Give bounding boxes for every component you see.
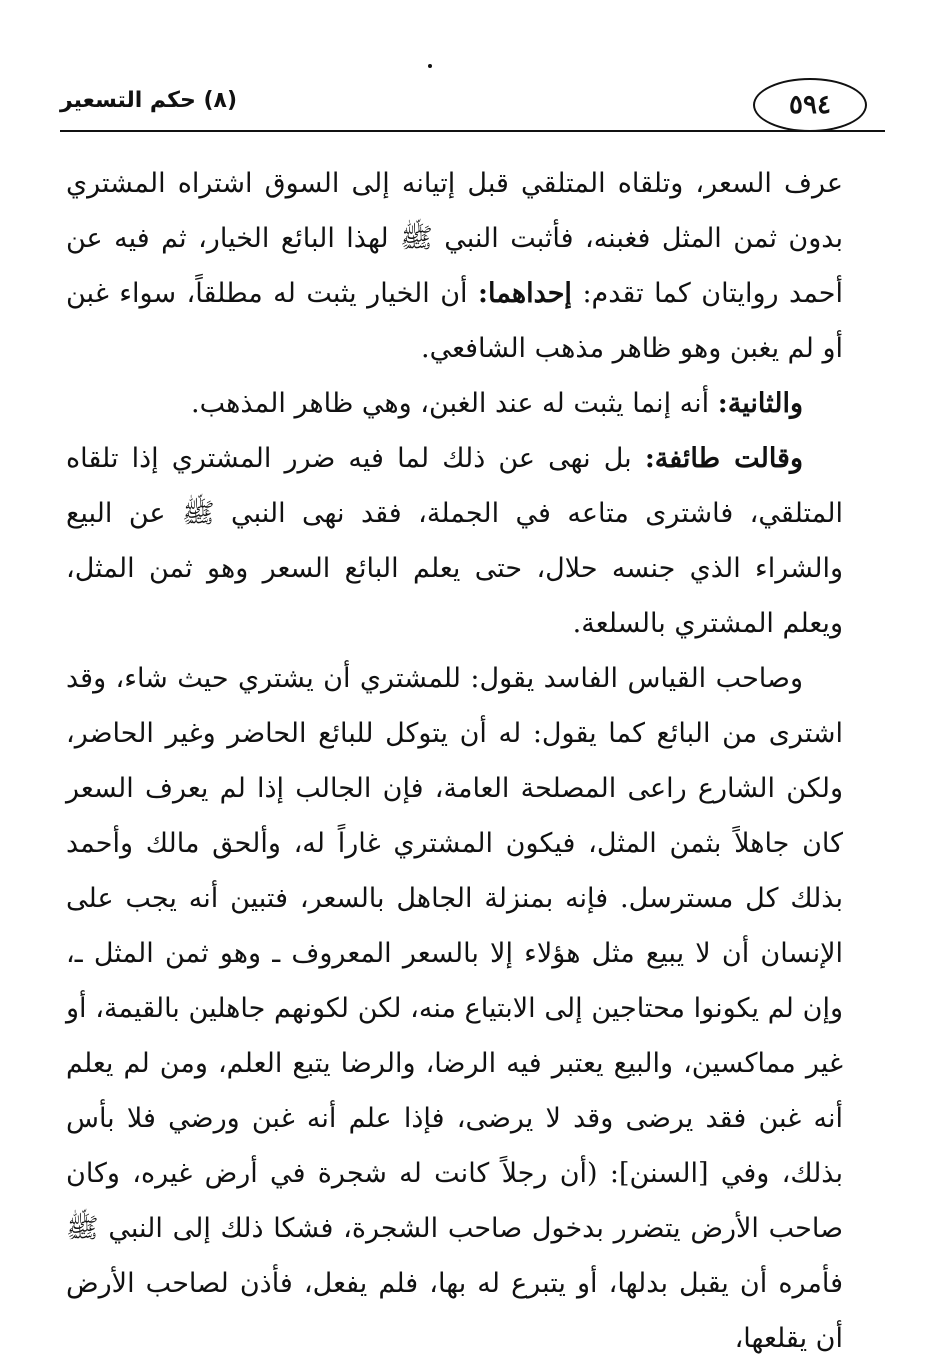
paragraph-4: وصاحب القياس الفاسد يقول: للمشتري أن يشتري حيث شاء، وقد اشترى من البائع كما يقول: له أن يتوكل للبائع الحاضر وغير الحاضر، ولكن الشارع راعى المصلحة العامة، فإن الجالب إذا لم يعرف السعر كان جاهلاً بثمن المثل، فيكون المشتري غاراً له، وألحق مالك وأحمد بذلك كل مسترسل. فإنه بمنزلة الجاهل بالسعر، فتبين أنه يجب على الإنسان أن لا يبيع مثل هؤلاء إلا بالسعر المعروف ـ وهو ثمن المثل ـ، وإن لم يكونوا محتاجين إلى الابتياع منه، لكن لكونهم جاهلين بالقيمة، أو غير مماكسين، والبيع يعتبر فيه الرضا، والرضا يتبع العلم، ومن لم يعلم أنه غبن فقد يرضى وقد لا يرضى، فإذا علم أنه غبن ورضي فلا بأس بذلك، وفي [السنن]: (أن رجلاً كانت له شجرة في أرض غيره، وكان صاحب الأرض يتضرر بدخول صاحب الشجرة، فشكا ذلك إلى النبي ﷺ فأمره أن يقبل بدلها، أو يتبرع له بها، فلم يفعل، فأذن لصاحب الأرض أن يقلعها،	[66, 663, 843, 1354]
paragraph-2-rest: أنه إنما يثبت له عند الغبن، وهي ظاهر المذهب.	[191, 388, 710, 419]
paragraph-1	[66, 156, 843, 376]
paragraph-3-lead: وقالت طائفة:	[644, 443, 803, 474]
paragraph-1-rest: أن الخيار يثبت له مطلقاً، سواء غبن أو لم يغبن وهو ظاهر مذهب الشافعي.	[66, 278, 843, 364]
paragraph-1-lead: إحداهما:	[478, 278, 572, 309]
paragraph-3-rest: بل نهى عن ذلك لما فيه ضرر المشتري إذا تلقاه المتلقي، فاشترى متاعه في الجملة، فقد نهى النبي ﷺ عن البيع والشراء الذي جنسه حلال، حتى يعلم البائع السعر وهو ثمن المثل، ويعلم المشتري بالسلعة.	[66, 443, 843, 639]
running-title: (٨) حكم التسعير	[60, 88, 238, 113]
header-rule	[60, 130, 885, 132]
paragraph-1-text: عرف السعر، وتلقاه المتلقي قبل إتيانه إلى السوق اشتراه المشتري بدون ثمن المثل فغبنه، فأثبت النبي ﷺ لهذا البائع الخيار، ثم فيه عن أحمد روايتان كما تقدم:	[66, 168, 843, 309]
paragraph-2-lead: والثانية:	[717, 388, 803, 419]
paragraph-3	[66, 431, 843, 651]
page-body	[66, 156, 843, 1366]
page-number: ٥٩٤	[753, 78, 867, 132]
page-header	[60, 68, 885, 148]
paragraph-2	[66, 376, 843, 431]
